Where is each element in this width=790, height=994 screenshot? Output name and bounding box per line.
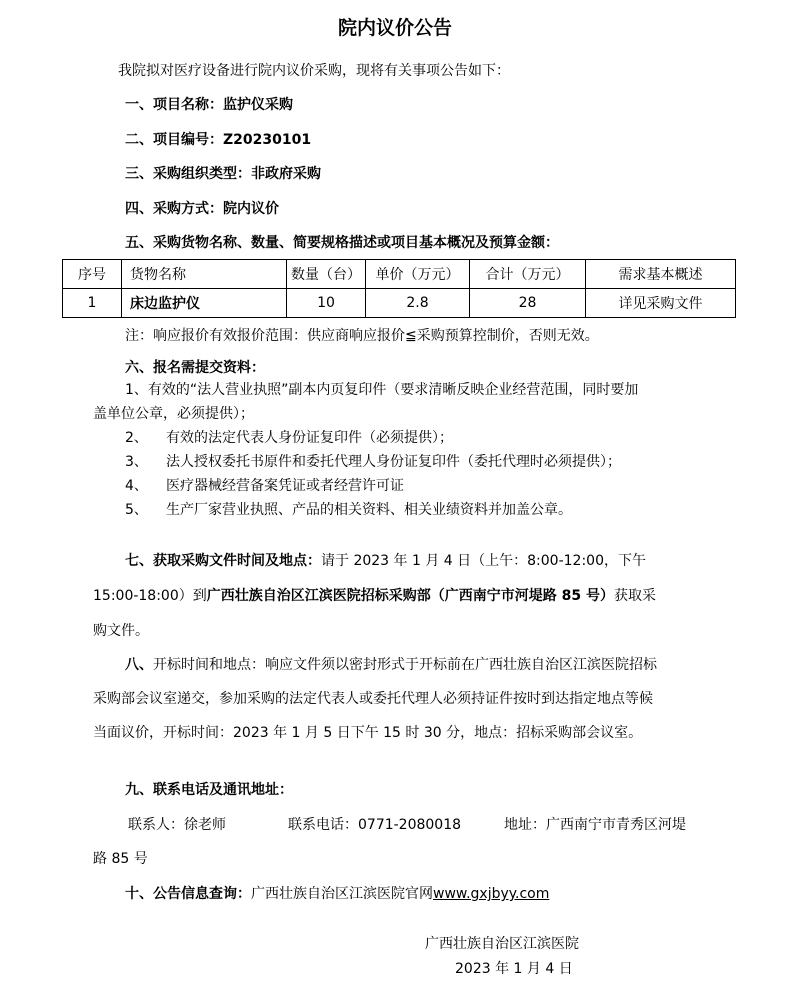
- procurement-method-value: 院内议价: [223, 201, 279, 217]
- section-project-name: [125, 95, 293, 115]
- list-item: 有效的法定代表人身份证复印件（必须提供）；: [166, 430, 453, 446]
- table-cell: 1: [63, 289, 122, 318]
- section-label: 三、采购组织类型：: [125, 166, 251, 182]
- section-label: 八、: [125, 657, 153, 673]
- signature-organization: 广西壮族自治区江滨医院: [425, 936, 579, 952]
- section-label: 十、公告信息查询：: [125, 886, 251, 902]
- website-link[interactable]: www.gxjbyy.com: [433, 886, 550, 902]
- table-header: 货物名称: [122, 260, 287, 289]
- section-required-documents: 六、报名需提交资料：: [125, 360, 265, 376]
- section-text: 广西壮族自治区江滨医院官网: [251, 886, 433, 902]
- section-project-number: [125, 130, 311, 150]
- section-text: 请于 2023 年 1 月 4 日（上午：8:00-12:00，下午: [321, 553, 646, 569]
- section-label: 一、项目名称：: [125, 97, 223, 113]
- list-item: 法人授权委托书原件和委托代理人身份证复印件（委托代理时必须提供）；: [166, 454, 621, 470]
- contact-address: 地址：广西南宁市青秀区河堤: [504, 817, 686, 833]
- list-item-number: 5、: [125, 502, 148, 518]
- list-item-number: 2、: [125, 430, 148, 446]
- table-header: 需求基本概述: [586, 260, 736, 289]
- section-get-documents-line3: 购文件。: [93, 623, 149, 639]
- section-contact: 九、联系电话及通讯地址：: [125, 782, 293, 798]
- section-get-documents: [125, 551, 646, 571]
- section-goods-heading: 五、采购货物名称、数量、简要规格描述或项目基本概况及预算金额：: [125, 235, 559, 251]
- procurement-type-value: 非政府采购: [251, 166, 321, 182]
- table-cell: 2.8: [366, 289, 470, 318]
- contact-address-continued: 路 85 号: [93, 851, 148, 867]
- section-text: 获取采: [613, 588, 656, 604]
- page-title: 院内议价公告: [337, 17, 452, 39]
- contact-person: 联系人：徐老师: [128, 817, 226, 833]
- goods-table: [62, 259, 736, 318]
- section-bid-opening: [125, 655, 657, 675]
- project-name-value: 监护仪采购: [223, 97, 293, 113]
- table-header-row: [63, 260, 736, 289]
- list-item: 生产厂家营业执照、产品的相关资料、相关业绩资料并加盖公章。: [166, 502, 572, 518]
- list-item-number: 4、: [125, 478, 148, 494]
- table-row: [63, 289, 736, 318]
- table-header: 序号: [63, 260, 122, 289]
- section-bid-opening-line2: 采购部会议室递交，参加采购的法定代表人或委托代理人必须持证件按时到达指定地点等候: [93, 691, 653, 707]
- section-text: 开标时间和地点：响应文件须以密封形式于开标前在广西壮族自治区江滨医院招标: [153, 657, 657, 673]
- section-label: 七、获取采购文件时间及地点：: [125, 553, 321, 569]
- section-bid-opening-line3: 当面议价，开标时间：2023 年 1 月 5 日下午 15 时 30 分，地点：招标采购部会议室。: [93, 725, 643, 741]
- intro-paragraph: 我院拟对医疗设备进行院内议价采购，现将有关事项公告如下：: [118, 63, 510, 79]
- table-cell: 床边监护仪: [122, 289, 287, 318]
- signature-date: 2023 年 1 月 4 日: [455, 961, 573, 977]
- contact-phone: 联系电话：0771-2080018: [288, 817, 462, 833]
- table-header: 数量（台）: [287, 260, 366, 289]
- document-item-1-continued: 盖单位公章，必须提供）；: [93, 406, 254, 422]
- table-header: 单价（万元）: [366, 260, 470, 289]
- table-header: 合计（万元）: [470, 260, 586, 289]
- section-label: 四、采购方式：: [125, 201, 223, 217]
- section-info-query: [125, 884, 549, 904]
- document-item-1: 1、有效的“法人营业执照”副本内页复印件（要求清晰反映企业经营范围，同时要加: [125, 382, 639, 398]
- section-procurement-method: [125, 199, 279, 219]
- section-get-documents-line2: [93, 586, 656, 606]
- section-text: 15:00-18:00）到: [93, 588, 207, 604]
- list-item: 医疗器械经营备案凭证或者经营许可证: [166, 478, 404, 494]
- section-label: 二、项目编号：: [125, 132, 223, 148]
- location-text: 广西壮族自治区江滨医院招标采购部（广西南宁市河堤路 85 号）: [206, 588, 614, 604]
- list-item-number: 3、: [125, 454, 148, 470]
- price-note: 注：响应报价有效报价范围：供应商响应报价≦采购预算控制价，否则无效。: [125, 328, 599, 344]
- table-cell: 详见采购文件: [586, 289, 736, 318]
- table-cell: 10: [287, 289, 366, 318]
- table-cell: 28: [470, 289, 586, 318]
- project-number-value: Z20230101: [223, 132, 312, 148]
- section-procurement-type: [125, 164, 321, 184]
